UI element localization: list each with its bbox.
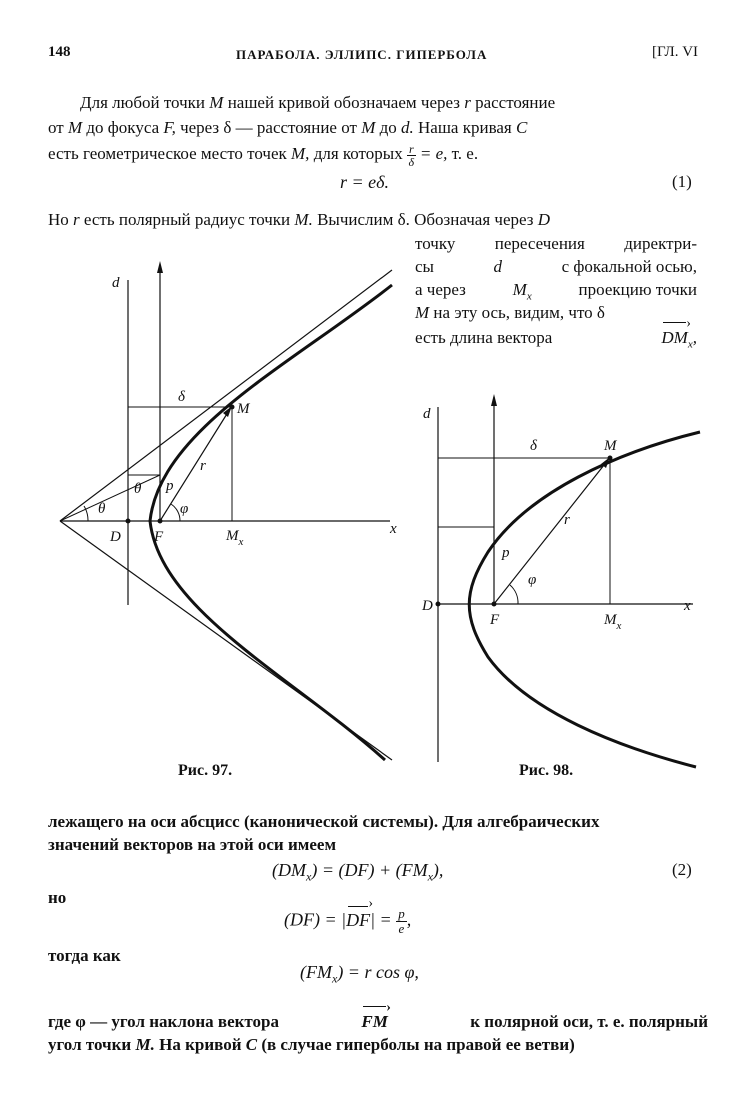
- fig97-label-delta: δ: [178, 389, 185, 405]
- fig98-point-D: [436, 602, 440, 606]
- word-no: но: [48, 888, 67, 907]
- fig97-asymptote-upper: [60, 270, 392, 521]
- fig97-label-p: p: [166, 478, 174, 494]
- fig97-phi-arc: [171, 504, 180, 521]
- equation-1-number: (1): [672, 172, 692, 191]
- para3-line-2: значений векторов на этой оси имеем: [48, 835, 337, 854]
- equation-2-number: (2): [672, 860, 692, 879]
- equation-3: (DF) = |DF ›| = $\frac{p}{e}$ ,: [284, 907, 411, 936]
- fig97-label-F: F: [154, 529, 164, 545]
- para2-line-4: а через $M_x$ проекцию точки: [415, 280, 697, 303]
- fig98-caption: Рис. 98.: [519, 762, 574, 779]
- fig98-label-r: r: [564, 512, 570, 528]
- fig97-label-phi: φ: [180, 501, 189, 517]
- page-number: 148: [48, 44, 71, 60]
- fig98-label-p: p: [502, 545, 510, 561]
- para4-line-2: угол точки M. На кривой C (в случае гиперболы на правой ее ветви): [48, 1035, 575, 1054]
- equation-2: $(DM_x) = (DF) + (FM_x)$,: [272, 860, 444, 884]
- word-then: тогда как: [48, 946, 121, 965]
- fig98-label-x: x: [684, 598, 691, 614]
- chapter-label: [ГЛ. VI: [652, 44, 699, 60]
- fig97-caption: Рис. 97.: [178, 762, 233, 779]
- intro-line-1: Для любой точки M нашей кривой обозначаем через r расстояние: [80, 93, 556, 112]
- para2-line-2: точку пересечения директри-: [415, 234, 697, 253]
- fig97-point-F: [158, 519, 162, 523]
- para4-line-1: где φ — угол наклона вектора FM › к полярной оси, т. е. полярный: [48, 1010, 708, 1033]
- intro-line-3: есть геометрическое место точек M, для которых $\frac{r}{\delta}$ = e, т. е.: [48, 141, 479, 169]
- figure-97: [40, 255, 405, 770]
- fig97-label-x: x: [390, 521, 397, 537]
- fig97-label-M: M: [237, 401, 250, 417]
- fig97-label-D: D: [110, 529, 121, 545]
- fig98-point-F: [492, 602, 496, 606]
- fig97-label-d: d: [112, 275, 120, 291]
- para3-line-1: лежащего на оси абсцисс (канонической системы). Для алгебраических: [48, 812, 600, 831]
- para2-line-3: сы d с фокальной осью,: [415, 257, 697, 276]
- fig98-radius-r: [494, 460, 608, 604]
- figure-98: [418, 392, 708, 772]
- fig98-label-d: d: [423, 406, 431, 422]
- para2-line-1: Но r есть полярный радиус точки M. Вычислим δ. Обозначая через D: [48, 210, 550, 229]
- fig98-point-M: [608, 456, 612, 460]
- fig98-label-M: M: [604, 438, 617, 454]
- fig97-point-M: [230, 405, 234, 409]
- equation-4: $(FM_x) = r$ cos φ,: [300, 962, 419, 986]
- fig97-point-D: [126, 519, 130, 523]
- fig97-theta-line: [60, 475, 160, 521]
- para2-line-5: M на эту ось, видим, что δ: [415, 303, 605, 322]
- fig97-label-r: r: [200, 458, 206, 474]
- p-over-e-fraction: $\frac{p}{e}$: [398, 906, 405, 936]
- fig97-hyperbola: [150, 285, 392, 760]
- fig98-label-D: D: [422, 598, 433, 614]
- fig98-phi-arc: [510, 585, 518, 604]
- fig98-arrowhead: [491, 394, 497, 406]
- fig97-label-theta1: θ: [98, 501, 106, 517]
- intro-line-2: от M до фокуса F, через δ — расстояние от M до d. Наша кривая C: [48, 118, 528, 137]
- para2-line-6: есть длина вектора DM $›_x$,: [415, 326, 697, 356]
- equation-1: r = eδ.: [340, 172, 390, 192]
- r-over-delta-fraction: $\frac{r}{\delta}$: [408, 141, 415, 169]
- fig98-label-F: F: [490, 612, 500, 628]
- fig98-label-phi: φ: [528, 572, 537, 588]
- fig97-label-theta2: θ: [134, 481, 142, 497]
- fig98-parabola: [469, 432, 700, 767]
- fig98-label-Mx: $M_x$: [604, 612, 622, 632]
- running-title: ПАРАБОЛА. ЭЛЛИПС. ГИПЕРБОЛА: [236, 47, 488, 62]
- fig97-arrowhead: [157, 261, 163, 273]
- fig97-label-Mx: $M_x$: [226, 528, 244, 548]
- fig98-label-delta: δ: [530, 438, 537, 454]
